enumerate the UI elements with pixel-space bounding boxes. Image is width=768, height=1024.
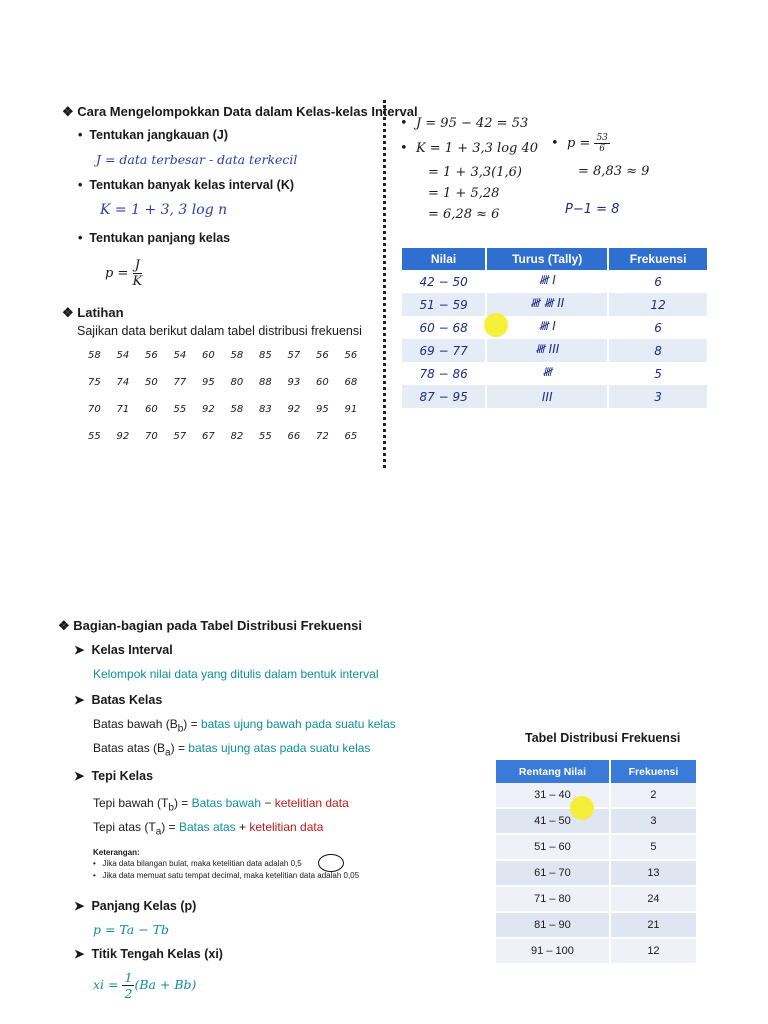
table-cell: 61 – 70: [496, 860, 610, 886]
data-value: 60: [145, 404, 158, 415]
table-cell: 12: [608, 293, 708, 316]
table-cell: 5: [608, 362, 708, 385]
table-cell: 8: [608, 339, 708, 362]
data-value: 91: [344, 404, 358, 415]
data-value: 50: [145, 377, 158, 388]
circle-mark: [318, 854, 344, 872]
data-value: 68: [344, 377, 358, 388]
data-value: 55: [259, 431, 272, 442]
calc-p-2: = 8,83 ≈ 9: [578, 164, 650, 179]
data-value: 54: [116, 350, 130, 361]
data-value: 67: [202, 431, 215, 442]
tepi-atas-line: Tepi atas $(T_a)$ = Batas atas + ketelitian data: [93, 820, 324, 838]
step-jangkauan: • Tentukan jangkauan (J): [78, 128, 229, 142]
arrow-bullet-icon: ➤: [74, 769, 85, 783]
data-value: 80: [230, 377, 244, 388]
data-value: 65: [344, 431, 358, 442]
frequency-table-header: [496, 760, 697, 783]
frequency-table: [496, 760, 698, 965]
batas-bawah-line: Batas bawah $(B_b)$ = batas ujung bawah pada suatu kelas: [93, 717, 396, 735]
table-cell: 3: [610, 808, 697, 834]
table-cell: 87 − 95: [402, 385, 486, 408]
formula-jangkauan: J = data terbesar - data terkecil: [96, 152, 298, 167]
table-row: [402, 339, 708, 362]
latihan-instruction: Sajikan data berikut dalam tabel distribusi frekuensi: [77, 324, 362, 338]
table-row: [496, 886, 697, 912]
data-value: 70: [88, 404, 101, 415]
heading-bagian: ❖ Bagian-bagian pada Tabel Distribusi Frekuensi: [58, 618, 362, 633]
table-cell: 𝍸 I: [486, 316, 608, 339]
data-value: 56: [316, 350, 329, 361]
highlight-mark: [484, 313, 508, 337]
table-cell: 31 – 40: [496, 783, 610, 808]
table-row: [402, 362, 708, 385]
table-row: [496, 834, 697, 860]
table-cell: 41 – 50: [496, 808, 610, 834]
data-value: 92: [116, 431, 130, 442]
handwritten-p-minus-1: P−1 = 8: [565, 202, 620, 217]
data-value: 54: [173, 350, 187, 361]
table-cell: 6: [608, 270, 708, 293]
table-cell: 13: [610, 860, 697, 886]
data-value: 77: [173, 377, 187, 388]
table-cell: 5: [610, 834, 697, 860]
kelas-interval-desc: Kelompok nilai data yang ditulis dalam bentuk interval: [93, 667, 379, 681]
section-tepi-kelas: ➤ Tepi Kelas: [74, 769, 154, 783]
section-titik-tengah: ➤ Titik Tengah Kelas (xi): [74, 947, 223, 961]
data-value: 60: [202, 350, 215, 361]
tally-table-body: [402, 270, 708, 408]
data-value: 58: [230, 350, 244, 361]
table-cell: 𝍸 𝍸 II: [486, 293, 608, 316]
data-value: 55: [88, 431, 101, 442]
table-row: [402, 316, 708, 339]
calc-p: • p = $\frac{53}{6}$: [551, 133, 608, 154]
data-value: 83: [259, 404, 272, 415]
diamond-bullet-icon: ❖: [62, 305, 78, 320]
data-value: 95: [202, 377, 215, 388]
frequency-table-header-cell: Frekuensi: [610, 760, 697, 783]
section-kelas-interval: ➤ Kelas Interval: [74, 643, 173, 657]
calc-k-2: = 1 + 3,3(1,6): [428, 165, 522, 180]
data-value: 92: [202, 404, 215, 415]
calc-k-1: • K = 1 + 3,3 log 40: [400, 141, 539, 156]
data-value: 57: [287, 350, 301, 361]
data-value: 55: [173, 404, 187, 415]
data-value: 74: [116, 377, 130, 388]
data-value: 70: [145, 431, 158, 442]
data-value: 57: [173, 431, 187, 442]
data-value: 66: [287, 431, 301, 442]
data-value: 56: [145, 350, 158, 361]
table-cell: 𝍸: [486, 362, 608, 385]
formula-p: p = Ta − Tb: [93, 922, 170, 937]
heading-interval: ❖ Cara Mengelompokkan Data dalam Kelas-kelas Interval: [62, 104, 418, 119]
table-cell: 3: [608, 385, 708, 408]
table-row: [402, 270, 708, 293]
data-value: 85: [259, 350, 272, 361]
data-value: 75: [88, 377, 101, 388]
tally-table-header-cell: Frekuensi: [608, 248, 708, 270]
table-cell: 51 – 60: [496, 834, 610, 860]
arrow-bullet-icon: ➤: [74, 693, 85, 707]
data-value: 60: [316, 377, 329, 388]
batas-atas-line: Batas atas $(B_a)$ = batas ujung atas pada suatu kelas: [93, 741, 371, 759]
data-value: 58: [230, 404, 244, 415]
table-row: [496, 860, 697, 886]
keterangan-item-2: • Jika data memuat satu tempat decimal, maka ketelitian data adalah 0,05: [93, 871, 360, 880]
data-value: 58: [88, 350, 101, 361]
arrow-bullet-icon: ➤: [74, 643, 85, 657]
table-row: [496, 783, 697, 808]
data-value: 71: [116, 404, 130, 415]
data-value: 72: [316, 431, 329, 442]
table-cell: 78 − 86: [402, 362, 486, 385]
keterangan-item-1: • Jika data bilangan bulat, maka ketelitian data adalah 0,5: [93, 859, 302, 868]
section-panjang-kelas: ➤ Panjang Kelas (p): [74, 899, 197, 913]
formula-banyak-kelas: K = 1 + 3, 3 log n: [100, 202, 228, 218]
step-panjang-kelas: • Tentukan panjang kelas: [78, 231, 231, 245]
table-title: Tabel Distribusi Frekuensi: [525, 731, 681, 745]
table-cell: 71 – 80: [496, 886, 610, 912]
frequency-table-header-cell: Rentang Nilai: [496, 760, 610, 783]
table-row: [402, 385, 708, 408]
data-value: 88: [259, 377, 272, 388]
table-row: [496, 938, 697, 964]
data-value: 82: [230, 431, 244, 442]
arrow-bullet-icon: ➤: [74, 947, 85, 961]
tally-table: [402, 248, 709, 408]
table-cell: 24: [610, 886, 697, 912]
table-cell: 𝍸 I: [486, 270, 608, 293]
table-cell: 81 – 90: [496, 912, 610, 938]
tally-table-header-cell: Nilai: [402, 248, 486, 270]
section-batas-kelas: ➤ Batas Kelas: [74, 693, 163, 707]
formula-panjang-kelas: p = $\frac{J}{K}$: [105, 258, 143, 289]
heading-latihan: ❖ Latihan: [62, 305, 124, 320]
calc-k-4: = 6,28 ≈ 6: [428, 207, 500, 222]
calc-k-3: = 1 + 5,28: [428, 186, 500, 201]
formula-xi: xi = $\frac{1}{2}$ (Ba + Bb): [93, 970, 197, 1001]
step-banyak-kelas: • Tentukan banyak kelas interval (K): [78, 178, 295, 192]
data-value: 95: [316, 404, 329, 415]
tepi-bawah-line: Tepi bawah $(T_b)$ = Batas bawah − ketelitian data: [93, 796, 349, 814]
data-value: 92: [287, 404, 301, 415]
highlight-mark: [570, 796, 594, 820]
table-cell: 60 − 68: [402, 316, 486, 339]
tally-table-header-cell: Turus (Tally): [486, 248, 608, 270]
table-cell: 21: [610, 912, 697, 938]
tally-table-header: [402, 248, 708, 270]
table-cell: 6: [608, 316, 708, 339]
arrow-bullet-icon: ➤: [74, 899, 85, 913]
table-cell: 𝍸 III: [486, 339, 608, 362]
table-row: [496, 912, 697, 938]
table-row: [496, 808, 697, 834]
table-cell: 69 − 77: [402, 339, 486, 362]
frequency-table-body: [496, 783, 697, 964]
table-cell: 91 – 100: [496, 938, 610, 964]
table-cell: III: [486, 385, 608, 408]
table-cell: 51 − 59: [402, 293, 486, 316]
diamond-bullet-icon: ❖: [58, 618, 74, 633]
dotted-divider: [383, 100, 386, 468]
table-row: [402, 293, 708, 316]
data-value: 93: [287, 377, 301, 388]
table-cell: 2: [610, 783, 697, 808]
data-value: 56: [344, 350, 358, 361]
calc-j: • J = 95 − 42 = 53: [400, 116, 529, 131]
keterangan-label: Keterangan:: [93, 848, 140, 857]
diamond-bullet-icon: ❖: [62, 104, 78, 119]
table-cell: 42 − 50: [402, 270, 486, 293]
table-cell: 12: [610, 938, 697, 964]
